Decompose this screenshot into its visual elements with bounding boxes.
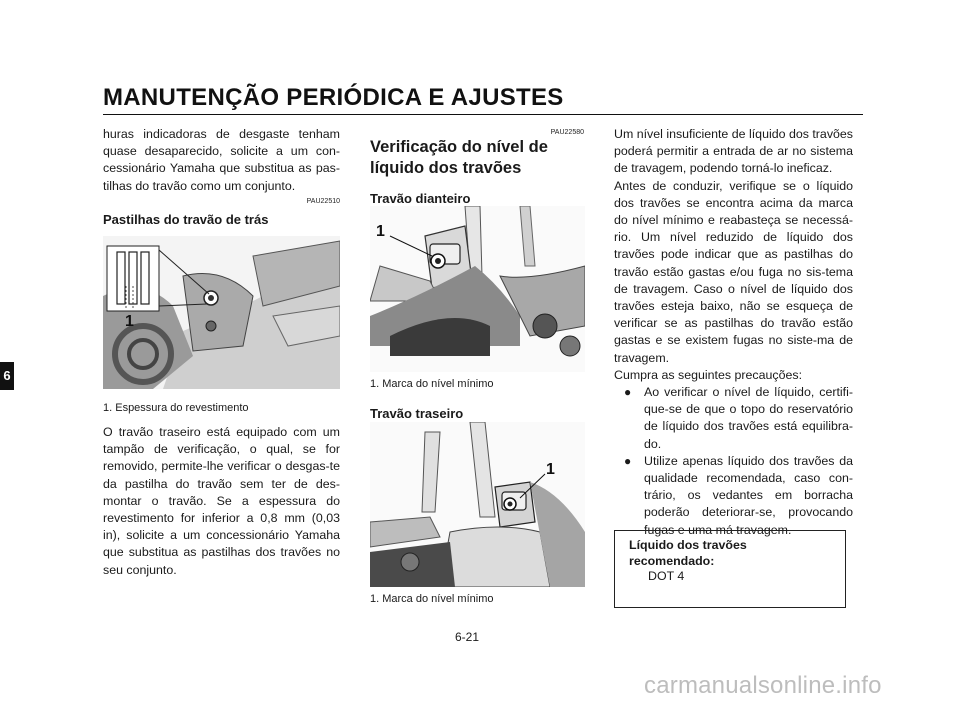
- col1-heading: Pastilhas do travão de trás: [103, 212, 269, 227]
- col1-paragraph-2: O travão traseiro está equipado com um tampão de verificação, o qual, se for removido, permite-lhe verificar o desgas-te da pastilha do travão sem ter de des-montar o travão. Se a espessura do revestimento for inferior a 0,8 mm (0,03 in), solicite a um concessionário Yamaha que substitua as pastilhas dos travões no seu conjunto.: [103, 425, 340, 577]
- front-brake-reservoir-figure: [370, 206, 585, 372]
- bullet-icon: ●: [624, 453, 632, 468]
- col3-paragraph-1: Um nível insuficiente de líquido dos travões poderá permitir a entrada de ar no sistema de travagem, podendo torná-lo ineficaz.: [614, 127, 853, 176]
- col3-paragraph-3: Cumpra as seguintes precauções:: [614, 367, 803, 382]
- col1-section-code: PAU22510: [306, 198, 340, 205]
- col3-text: [614, 126, 853, 539]
- precautions-list: [614, 384, 853, 539]
- list-item-text: Ao verificar o nível de líquido, certifi-que-se de que o topo do reservatório de líquido dos travões está equilibra-do.: [644, 385, 853, 451]
- rear-figure-caption: 1. Marca do nível mínimo: [370, 593, 494, 605]
- bullet-icon: ●: [624, 385, 632, 400]
- rear-brake-pad-figure: [103, 236, 340, 389]
- front-brake-heading: Travão dianteiro: [370, 191, 471, 206]
- header-rule: [103, 114, 863, 115]
- recommended-fluid-value: DOT 4: [648, 569, 685, 583]
- list-item-text: Utilize apenas líquido dos travões da qualidade recomendada, caso con-trário, os vedantes em borracha poderão deteriorar-se, provocando fugas e uma má travagem.: [644, 453, 853, 537]
- col2-heading: Verificação do nível de líquido dos travões: [370, 138, 548, 177]
- col3-paragraph-2: Antes de conduzir, verifique se o líquido dos travões se encontra acima da marca do nível mínimo e reabasteça se necessá-rio. Um nível reduzido de líquido dos travões pode indicar que as pastilhas do travão estão gastas e/ou fuga no sis-tema de travagem. Caso o nível de líquido dos travões esteja baixo, não se esqueça de verificar se as pastilhas do travão estão gastas e se existem fugas no siste-ma de travagem.: [614, 178, 853, 365]
- recommended-fluid-title: Líquido dos travões recomendado:: [629, 538, 747, 568]
- chapter-tab: 6: [0, 362, 14, 390]
- col2-section-code: PAU22580: [550, 129, 584, 136]
- list-item: [614, 384, 853, 453]
- recommended-fluid-box: [614, 530, 846, 608]
- watermark: carmanualsonline.info: [644, 672, 882, 699]
- page-header-title: MANUTENÇÃO PERIÓDICA E AJUSTES: [103, 84, 564, 111]
- col1-paragraph-1: huras indicadoras de desgaste tenham quase desaparecido, solicite a um con-cessionário Yamaha que substitua as pas-tilhas do travão como um conjunto.: [103, 127, 340, 193]
- front-figure-caption: 1. Marca do nível mínimo: [370, 378, 494, 390]
- front-reservoir-callout: 1: [376, 223, 385, 240]
- rear-reservoir-callout: 1: [546, 461, 555, 478]
- page-number: 6-21: [455, 630, 480, 644]
- col1-figure-caption: 1. Espessura do revestimento: [103, 402, 249, 414]
- rear-brake-reservoir-figure: [370, 422, 585, 587]
- list-item: [614, 453, 853, 539]
- rear-pad-callout: 1: [125, 313, 134, 330]
- rear-brake-heading: Travão traseiro: [370, 406, 464, 421]
